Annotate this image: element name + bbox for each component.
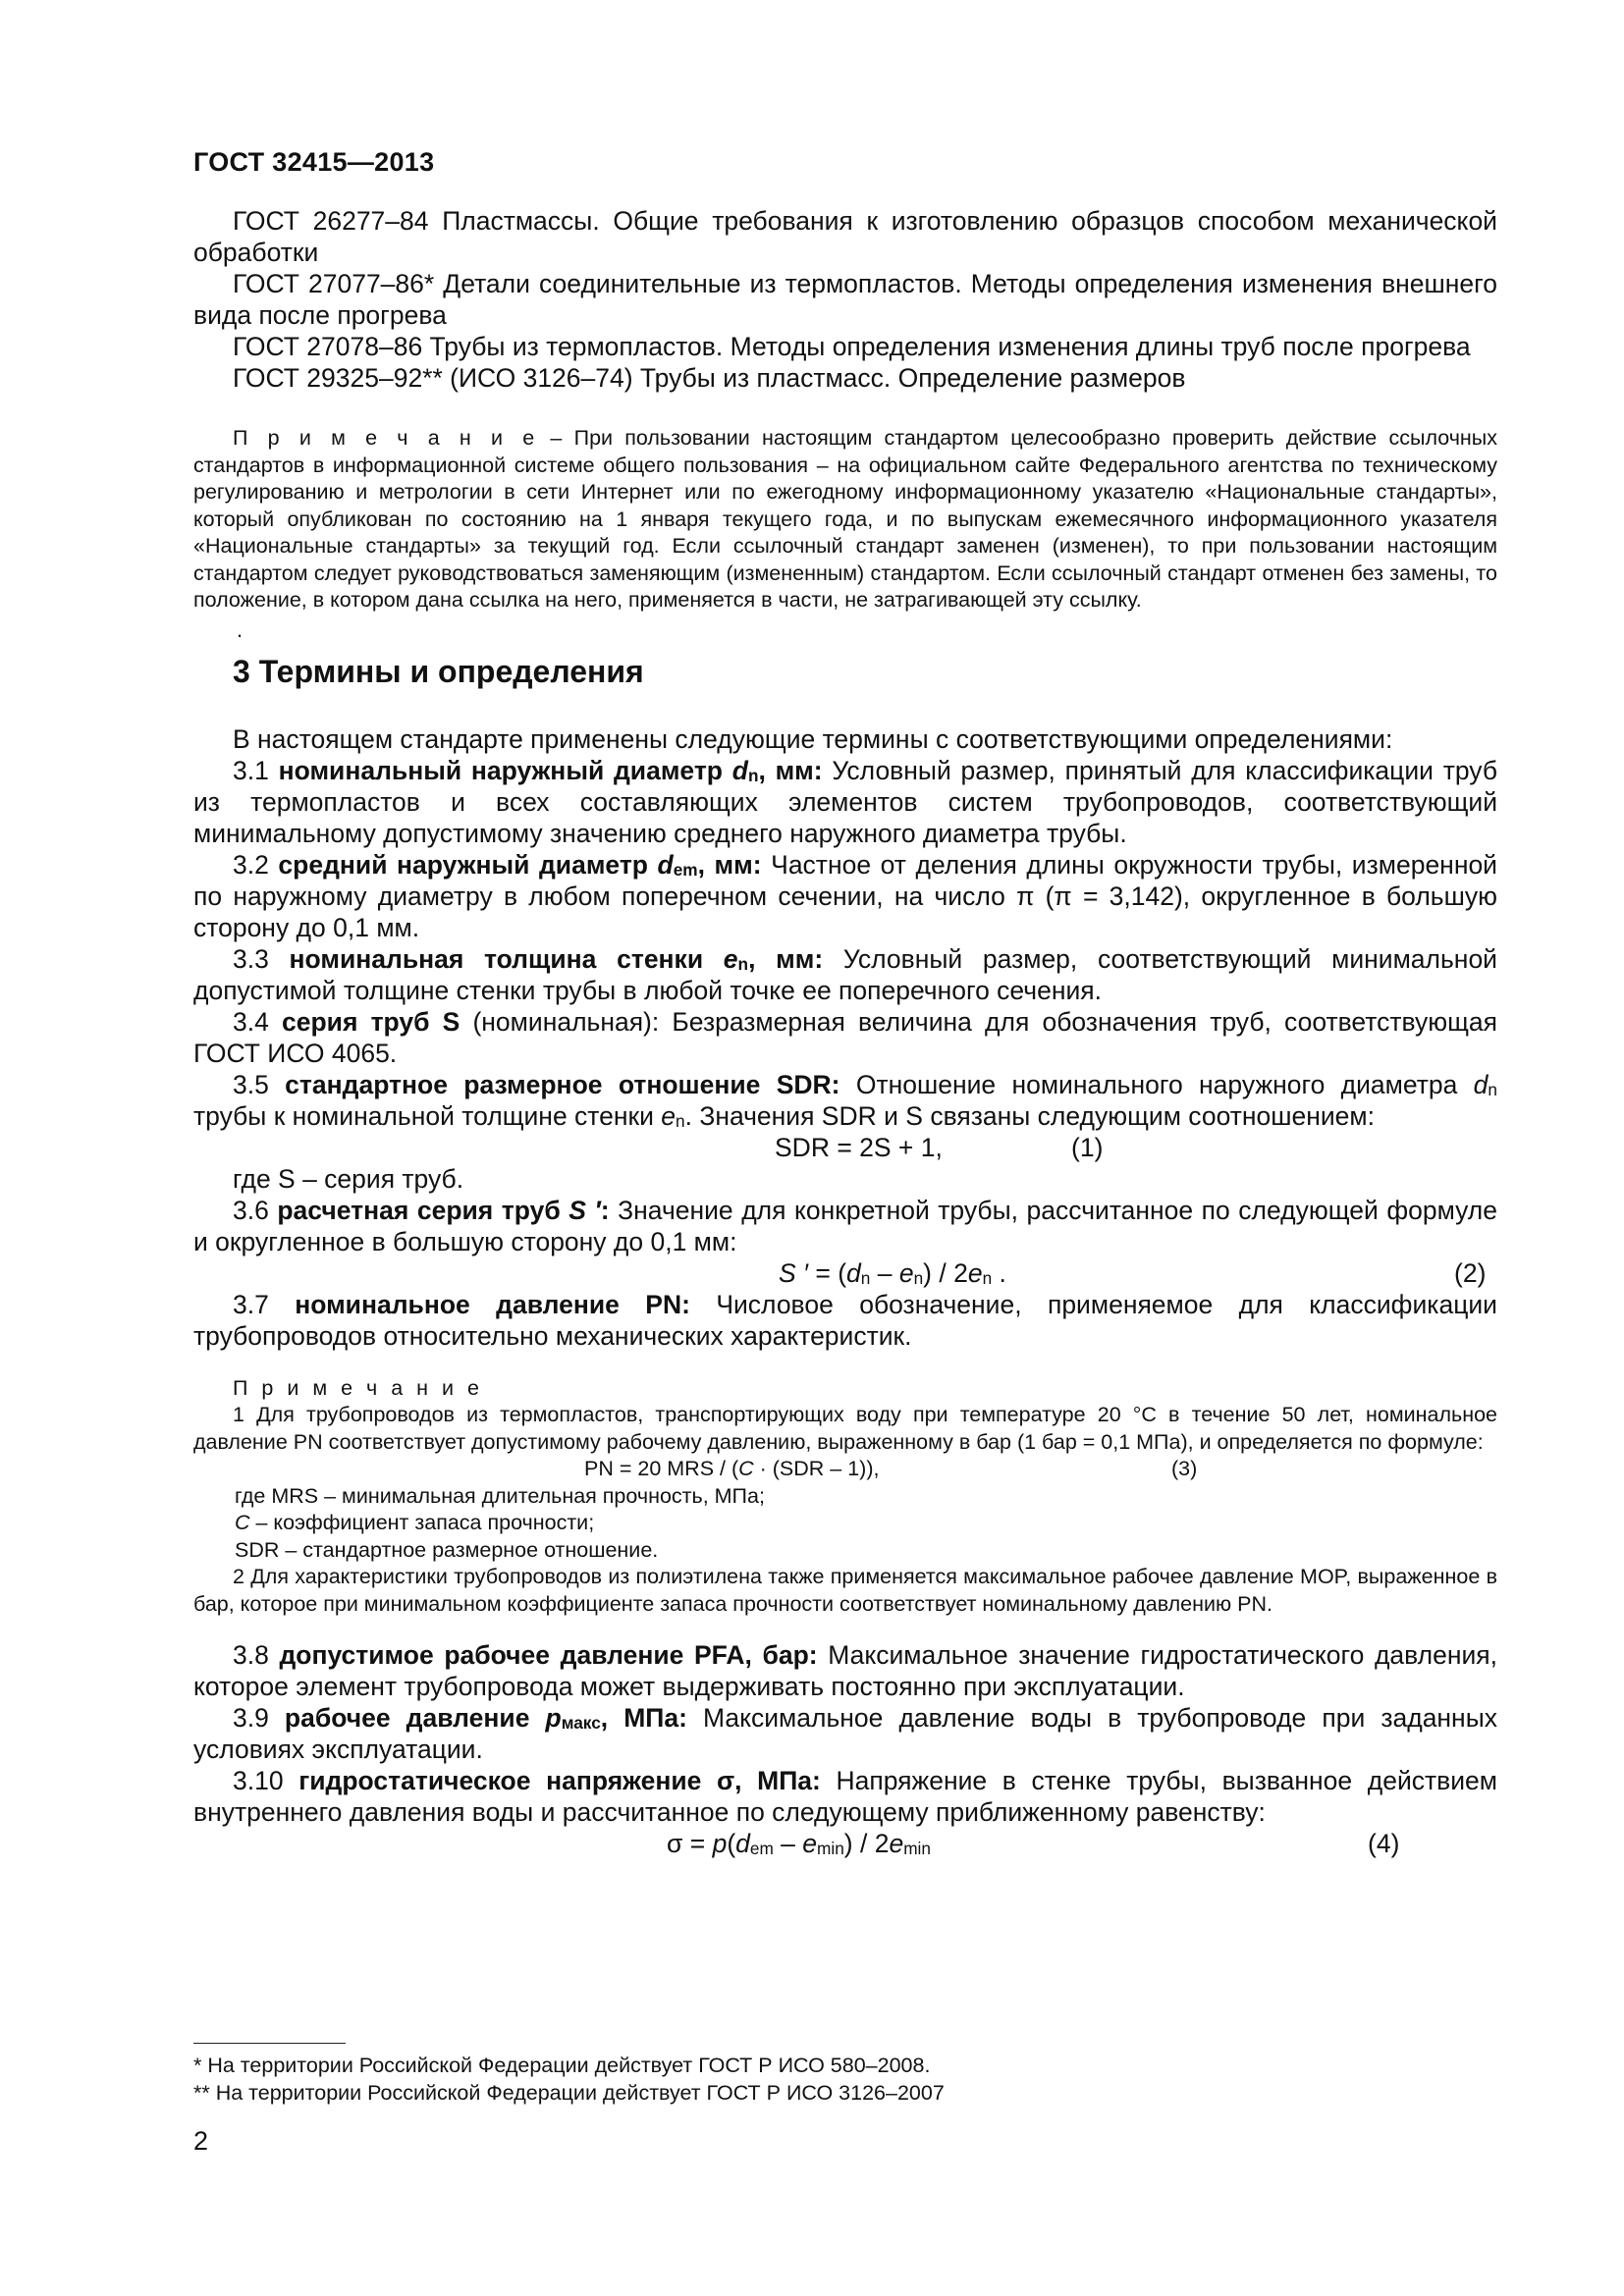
term-3-8: 3.8 допустимое рабочее давление PFA, бар: Максимальное значение гидростатического давления, которое элемент трубопровода может выдерживать постоянно при эксплуатации. — [193, 1640, 1497, 1701]
section-title: 3 Термины и определения — [233, 653, 644, 689]
term-3-6: 3.6 расчетная серия труб S ′: Значение для конкретной трубы, рассчитанное по следующей формуле и округленное в большую сторону до 0,1 мм: — [193, 1195, 1497, 1256]
formula-3-where-2: C – коэффициент запаса прочности; — [235, 1511, 595, 1534]
formula-number: (1) — [1071, 1132, 1104, 1162]
term-3-9: 3.9 рабочее давление $p_{макс}$, МПа: Максимальное давление воды в трубопроводе при заданных условиях эксплуатации. — [193, 1703, 1497, 1764]
formula-4 — [193, 1828, 1497, 1859]
formula-number: (2) — [1454, 1257, 1487, 1288]
term-3-3: 3.3 номинальная толщина стенки $e_n$, мм: Условный размер, соответствующий минимальной допустимой толщине стенки трубы в любой точке ее поперечного сечения. — [193, 943, 1497, 1005]
running-header: ГОСТ 32415—2013 — [193, 147, 435, 177]
formula-body: SDR = 2S + 1, — [775, 1132, 943, 1162]
formula-3-where-1: где MRS – минимальная длительная прочность, МПа; — [235, 1483, 765, 1508]
formula-3-where-3: SDR – стандартное размерное отношение. — [235, 1537, 659, 1562]
formula-2 — [193, 1257, 1497, 1289]
term-3-7: 3.7 номинальное давление PN: Числовое обозначение, применяемое для классификации трубопроводов относительно механических характеристик. — [193, 1289, 1497, 1351]
references-note — [193, 425, 1497, 614]
note-text: – При пользовании настоящим стандартом целесообразно проверить действие ссылочных стандартов в информационной системе общего пользования – на официальном сайте Федерального агентства по техническому регулированию и метрологии в сети Интернет или по ежегодному информационному указателю «Национальные стандарты», который опубликован по состоянию на 1 января текущего года, и по выпускам ежемесячного информационного указателя «Национальные стандарты» за текущий год. Если ссылочный стандарт заменен (изменен), то при пользовании настоящим стандартом следует руководствоваться заменяющим (измененным) стандартом. Если ссылочный стандарт отменен без замены, то положение, в котором дана ссылка на него, применяется в части, не затрагивающей эту ссылку. — [193, 426, 1497, 612]
references-list — [193, 205, 1497, 394]
formula-body: $\sigma = p(d_{em} - e_{min}) / 2e_{min}$ — [667, 1829, 931, 1858]
formula-1-where: где S – серия труб. — [233, 1163, 464, 1194]
term-3-7-notes — [193, 1375, 1497, 1619]
notes-label: П р и м е ч а н и е — [233, 1375, 483, 1400]
footnotes — [193, 2052, 1497, 2107]
footnote-separator — [193, 2043, 346, 2044]
formula-3 — [193, 1456, 1497, 1483]
reference-item: ГОСТ 26277–84 Пластмассы. Общие требования к изготовлению образцов способом механической обработки — [193, 206, 1497, 267]
term-3-1: 3.1 номинальный наружный диаметр $d_n$, мм: Условный размер, принятый для классификации труб из термопластов и всех составляющих элементов систем трубопроводов, соответствующий минимальному допустимому значению среднего наружного диаметра трубы. — [193, 755, 1498, 848]
reference-item: ГОСТ 29325–92** (ИСО 3126–74) Трубы из пластмасс. Определение размеров — [233, 363, 1186, 393]
footnote-2: ** На территории Российской Федерации действует ГОСТ Р ИСО 3126–2007 — [193, 2081, 945, 2105]
section-intro: В настоящем стандарте применены следующие термины с соответствующими определениями: — [233, 723, 1393, 754]
note-1: 1 Для трубопроводов из термопластов, транспортирующих воду при температуре 20 °С в течение 50 лет, номинальное давление PN соответствует допустимому рабочему давлению, выраженному в бар (1 бар = 0,1 МПа), и определяется по формуле: — [193, 1403, 1497, 1454]
stray-mark: . — [237, 616, 244, 642]
footnote-1: * На территории Российской Федерации действует ГОСТ Р ИСО 580–2008. — [193, 2054, 931, 2077]
page-number: 2 — [193, 2126, 209, 2156]
term-3-5: 3.5 стандартное размерное отношение SDR: Отношение номинального наружного диаметра $d_n$ трубы к номинальной толщине стенки $e_n$. Значения SDR и S связаны следующим соотношением: — [193, 1069, 1497, 1131]
formula-1 — [193, 1132, 1497, 1163]
note-label: П р и м е ч а н и е — [233, 426, 539, 450]
term-3-4: 3.4 серия труб S (номинальная): Безразмерная величина для обозначения труб, соответствующая ГОСТ ИСО 4065. — [193, 1006, 1498, 1068]
reference-item: ГОСТ 27078–86 Трубы из термопластов. Методы определения изменения длины труб после прогрева — [233, 332, 1471, 361]
term-3-10: 3.10 гидростатическое напряжение σ, МПа: Напряжение в стенке трубы, вызванное действием внутреннего давления воды и рассчитанное по следующему приближенному равенству: — [193, 1766, 1497, 1827]
formula-number: (4) — [1368, 1829, 1400, 1858]
formula-body: PN = 20 MRS / (C · (SDR – 1)), — [584, 1457, 880, 1480]
note-2: 2 Для характеристики трубопроводов из полиэтилена также применяется максимальное рабочее давление MOP, выраженное в бар, которое при минимальном коэффициенте запаса прочности соответствует номинальному давлению PN. — [193, 1565, 1497, 1616]
document-page — [193, 147, 1497, 1859]
formula-body: S ′ = $(d_n - e_n) / 2e_n$ . — [779, 1257, 1006, 1288]
term-3-2: 3.2 средний наружный диаметр $d_{em}$, мм: Частное от деления длины окружности трубы, измеренной по наружному диаметру в любом поперечном сечении, на число π (π = 3,142), округленное в большую сторону до 0,1 мм. — [193, 849, 1497, 942]
reference-item: ГОСТ 27077–86* Детали соединительные из термопластов. Методы определения изменения внешнего вида после прогрева — [193, 269, 1497, 330]
formula-number: (3) — [1171, 1457, 1198, 1480]
